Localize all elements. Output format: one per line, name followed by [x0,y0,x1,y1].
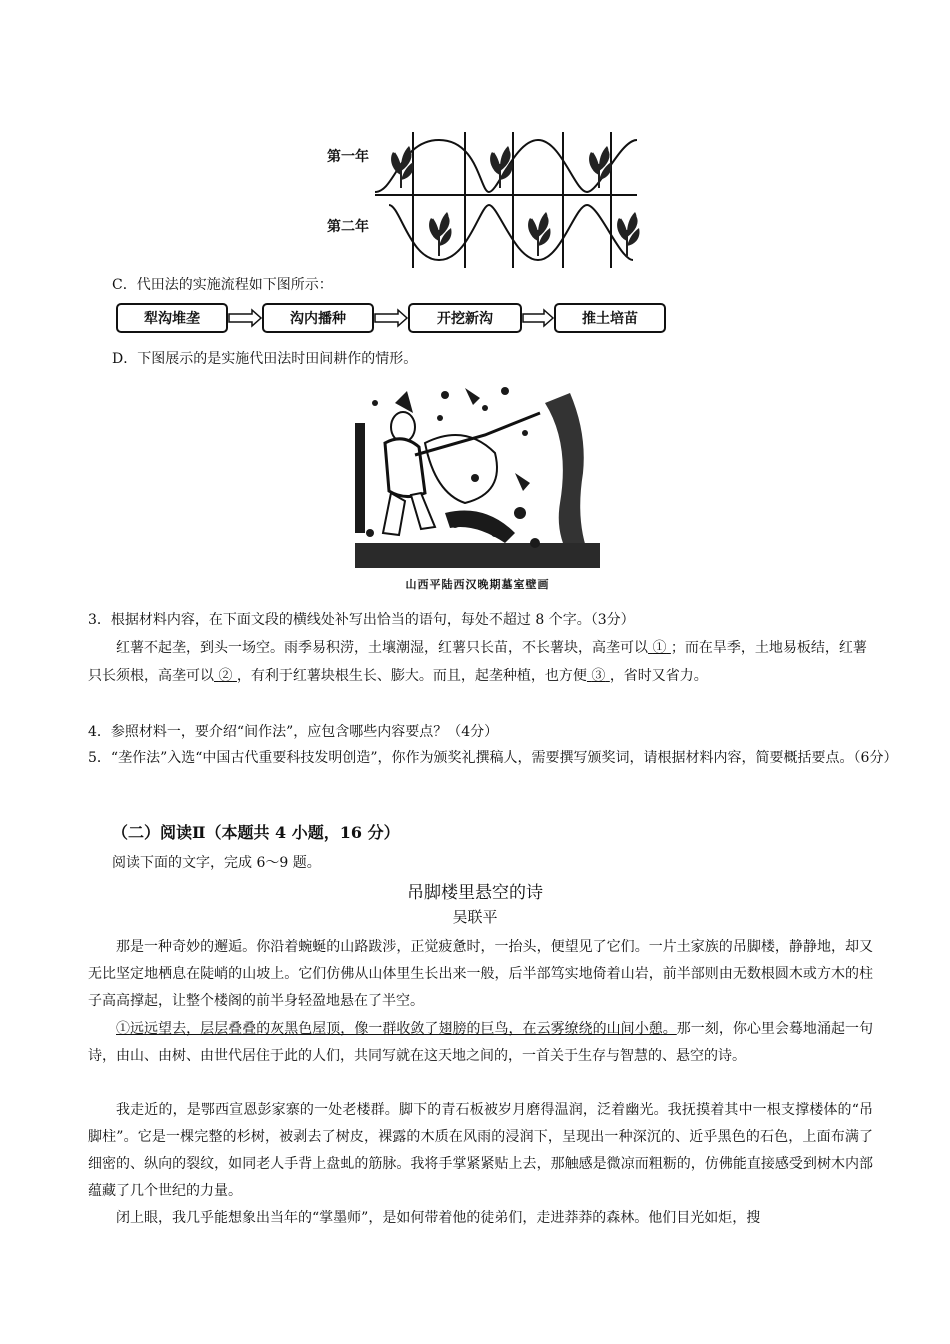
passage-part-2: ；而在旱季，土地易板结，红薯只长须根，高垄可以 [88,640,867,684]
year1-label: 第一年 [327,149,369,165]
passage-part-3: ，有利于红薯块根生长、膨大。而且，起垄种植，也方便 [236,668,587,684]
question-3-passage [88,634,878,690]
article-paragraph-2 [88,1016,873,1070]
option-c-text: C．代田法的实施流程如下图所示： [112,277,333,293]
article-author: 吴联平 [452,908,498,926]
passage-part-1: 红薯不起垄，到头一场空。雨季易积涝，土壤潮湿，红薯只长苗，不长薯块，高垄可以 [116,640,648,656]
year2-label: 第二年 [327,219,369,235]
furrow-ridge-svg [375,130,645,270]
flow-arrows [116,303,676,337]
article-paragraph-4: 闭上眼，我几乎能想象出当年的“掌墨师”，是如何带着他的徒弟们，走进莽莽的森林。他们目光如炬，搜 [116,1210,761,1226]
blank-2-number: ② [218,668,233,684]
article-paragraph-3: 我走近的，是鄂西宣恩彭家寨的一处老楼群。脚下的青石板被岁月磨得温润，泛着幽光。我抚摸着其中一根支撑楼体的“吊脚柱”。它是一棵完整的杉树，被剥去了树皮，裸露的木质在风雨的浸润下，呈现出一种深沉的、近乎黑色的石色，上面布满了细密的、纵向的裂纹，如同老人手背上盘虬的筋脉。我将手掌紧紧贴上去，那触感是微凉而粗粝的，仿佛能直接感受到树木内部蕴藏了几个世纪的力量。 [88,1102,873,1199]
blank-3 [587,668,610,684]
arrow-right-icon [375,310,407,326]
article-title: 吊脚楼里悬空的诗 [407,883,543,903]
flow-step-1: 犁沟堆垄 [116,303,228,333]
flow-step-4: 推土培苗 [554,303,666,333]
blank-2 [214,668,237,684]
flow-step-2: 沟内播种 [262,303,374,333]
tomb-mural-image [355,383,600,568]
arrow-right-icon [229,310,261,326]
paragraph-2-rest: 那一刻，你心里会蓦地涌起一句诗，由山、由树、由世代居住于此的人们，共同写就在这天地之间的，一首关于生存与智慧的、悬空的诗。 [88,1021,874,1064]
section-heading: （二）阅读Ⅱ（本题共 4 小题，16 分） [112,823,400,842]
arrow-right-icon [523,310,553,326]
blank-3-number: ③ [591,668,606,684]
blank-1 [648,640,671,656]
question-5: 5．“垄作法”入选“中国古代重要科技发明创造”，你作为颁奖礼撰稿人，需要撰写颁奖词，请根据材料内容，简要概括要点。（6分） [88,750,898,766]
blank-1-number: ① [652,640,667,656]
question-4: 4．参照材料一，要介绍“间作法”，应包含哪些内容要点？（4分） [88,724,499,740]
passage-part-4: ，省时又省力。 [609,668,708,684]
planting-diagram [325,130,645,270]
option-d-text: D．下图展示的是实施代田法时田间耕作的情形。 [112,351,418,367]
underlined-sentence-1: ①远远望去，层层叠叠的灰黑色屋顶，像一群收敛了翅膀的巨鸟，在云雾缭绕的山间小憩。 [116,1021,677,1037]
reading-instruction: 阅读下面的文字，完成 6～9 题。 [112,855,321,871]
flow-step-3: 开挖新沟 [408,303,522,333]
question-3-prompt: 3．根据材料内容，在下面文段的横线处补写出恰当的语句，每处不超过 8 个字。（3分） [88,612,635,628]
flow-chart [116,303,676,337]
mural-caption: 山西平陆西汉晚期墓室壁画 [405,578,550,591]
article-paragraph-1: 那是一种奇妙的邂逅。你沿着蜿蜒的山路跋涉，正觉疲惫时，一抬头，便望见了它们。一片土家族的吊脚楼，静静地，却又无比坚定地栖息在陡峭的山坡上。它们仿佛从山体里生长出来一般，后半部笃实地倚着山岩，前半部则由无数根圆木或方木的柱子高高撑起，让整个楼阁的前半身轻盈地悬在了半空。 [88,939,873,1009]
